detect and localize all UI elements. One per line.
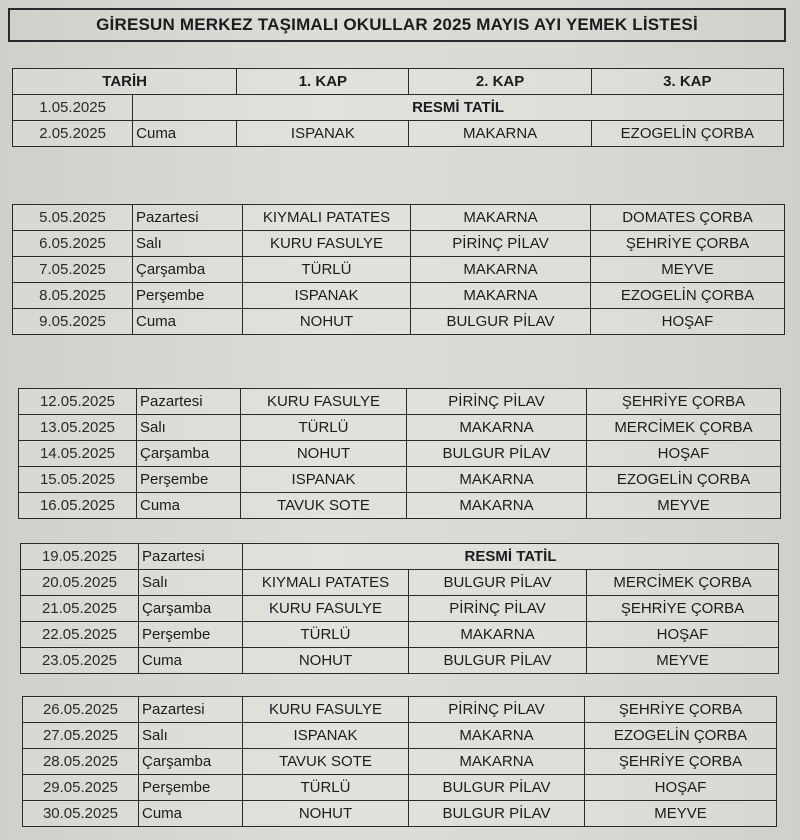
- table-row: [23, 775, 777, 801]
- table-row: [19, 493, 781, 519]
- kap2-cell: MAKARNA: [407, 467, 587, 493]
- kap1-cell: ISPANAK: [241, 467, 407, 493]
- table-row: [19, 441, 781, 467]
- kap1-cell: KURU FASULYE: [243, 596, 409, 622]
- kap3-cell: ŞEHRİYE ÇORBA: [585, 697, 777, 723]
- table-row: [13, 95, 784, 121]
- kap1-cell: KURU FASULYE: [243, 231, 411, 257]
- date-cell: 23.05.2025: [21, 648, 139, 674]
- date-cell: 28.05.2025: [23, 749, 139, 775]
- date-cell: 2.05.2025: [13, 121, 133, 147]
- date-cell: 15.05.2025: [19, 467, 137, 493]
- date-cell: 27.05.2025: [23, 723, 139, 749]
- kap1-cell: NOHUT: [243, 648, 409, 674]
- kap3-cell: ŞEHRİYE ÇORBA: [585, 749, 777, 775]
- table-row: [19, 415, 781, 441]
- kap3-cell: EZOGELİN ÇORBA: [587, 467, 781, 493]
- kap3-cell: DOMATES ÇORBA: [591, 205, 785, 231]
- kap2-cell: BULGUR PİLAV: [409, 570, 587, 596]
- kap1-cell: ISPANAK: [243, 283, 411, 309]
- table-row: [21, 570, 779, 596]
- day-cell: Perşembe: [137, 467, 241, 493]
- day-cell: Salı: [139, 570, 243, 596]
- date-cell: 12.05.2025: [19, 389, 137, 415]
- day-cell: Çarşamba: [133, 257, 243, 283]
- day-cell: Salı: [133, 231, 243, 257]
- kap3-cell: MERCİMEK ÇORBA: [587, 570, 779, 596]
- page-title: GİRESUN MERKEZ TAŞIMALI OKULLAR 2025 MAYIS AYI YEMEK LİSTESİ: [8, 8, 786, 42]
- day-cell: Cuma: [139, 801, 243, 827]
- table-row: [13, 309, 785, 335]
- date-cell: 19.05.2025: [21, 544, 139, 570]
- date-cell: 8.05.2025: [13, 283, 133, 309]
- header-tarih: TARİH: [13, 69, 237, 95]
- day-cell: Perşembe: [139, 622, 243, 648]
- kap3-cell: EZOGELİN ÇORBA: [591, 121, 783, 147]
- kap1-cell: NOHUT: [241, 441, 407, 467]
- kap3-cell: MEYVE: [585, 801, 777, 827]
- kap2-cell: MAKARNA: [411, 205, 591, 231]
- date-cell: 14.05.2025: [19, 441, 137, 467]
- kap2-cell: MAKARNA: [407, 493, 587, 519]
- day-cell: Pazartesi: [137, 389, 241, 415]
- date-cell: 21.05.2025: [21, 596, 139, 622]
- date-cell: 22.05.2025: [21, 622, 139, 648]
- date-cell: 30.05.2025: [23, 801, 139, 827]
- kap1-cell: ISPANAK: [243, 723, 409, 749]
- kap3-cell: ŞEHRİYE ÇORBA: [587, 596, 779, 622]
- kap1-cell: KIYMALI PATATES: [243, 570, 409, 596]
- kap2-cell: BULGUR PİLAV: [409, 648, 587, 674]
- table-row: [21, 544, 779, 570]
- kap2-cell: MAKARNA: [409, 622, 587, 648]
- kap1-cell: KIYMALI PATATES: [243, 205, 411, 231]
- kap3-cell: HOŞAF: [587, 441, 781, 467]
- kap1-cell: NOHUT: [243, 309, 411, 335]
- day-cell: Cuma: [137, 493, 241, 519]
- kap1-cell: KURU FASULYE: [243, 697, 409, 723]
- kap1-cell: KURU FASULYE: [241, 389, 407, 415]
- day-cell: Pazartesi: [139, 544, 243, 570]
- date-cell: 26.05.2025: [23, 697, 139, 723]
- kap3-cell: HOŞAF: [587, 622, 779, 648]
- table-row: [19, 389, 781, 415]
- table-row: [13, 121, 784, 147]
- kap2-cell: PİRİNÇ PİLAV: [409, 596, 587, 622]
- kap1-cell: TÜRLÜ: [243, 622, 409, 648]
- table-row: [23, 749, 777, 775]
- kap3-cell: EZOGELİN ÇORBA: [591, 283, 785, 309]
- kap1-cell: TÜRLÜ: [243, 257, 411, 283]
- date-cell: 1.05.2025: [13, 95, 133, 121]
- table-row: [21, 622, 779, 648]
- date-cell: 9.05.2025: [13, 309, 133, 335]
- day-cell: Pazartesi: [133, 205, 243, 231]
- kap2-cell: BULGUR PİLAV: [409, 801, 585, 827]
- kap2-cell: MAKARNA: [411, 283, 591, 309]
- menu-table-week-1: [12, 68, 784, 147]
- table-row: [19, 467, 781, 493]
- kap2-cell: MAKARNA: [411, 257, 591, 283]
- table-row: [13, 205, 785, 231]
- day-cell: Cuma: [133, 309, 243, 335]
- table-row: [23, 697, 777, 723]
- kap1-cell: TÜRLÜ: [243, 775, 409, 801]
- date-cell: 20.05.2025: [21, 570, 139, 596]
- kap2-cell: PİRİNÇ PİLAV: [411, 231, 591, 257]
- kap2-cell: BULGUR PİLAV: [407, 441, 587, 467]
- date-cell: 16.05.2025: [19, 493, 137, 519]
- kap2-cell: MAKARNA: [409, 749, 585, 775]
- table-row: [21, 596, 779, 622]
- kap3-cell: HOŞAF: [585, 775, 777, 801]
- day-cell: Çarşamba: [139, 596, 243, 622]
- header-kap3: 3. KAP: [591, 69, 783, 95]
- kap2-cell: PİRİNÇ PİLAV: [409, 697, 585, 723]
- kap3-cell: ŞEHRİYE ÇORBA: [591, 231, 785, 257]
- kap2-cell: BULGUR PİLAV: [409, 775, 585, 801]
- header-kap1: 1. KAP: [237, 69, 409, 95]
- menu-table-week-3: [18, 388, 781, 519]
- header-kap2: 2. KAP: [409, 69, 591, 95]
- header-row: [13, 69, 784, 95]
- kap1-cell: TAVUK SOTE: [243, 749, 409, 775]
- kap3-cell: EZOGELİN ÇORBA: [585, 723, 777, 749]
- kap2-cell: MAKARNA: [407, 415, 587, 441]
- kap3-cell: MEYVE: [587, 493, 781, 519]
- day-cell: Pazartesi: [139, 697, 243, 723]
- kap3-cell: MEYVE: [587, 648, 779, 674]
- kap3-cell: MERCİMEK ÇORBA: [587, 415, 781, 441]
- kap2-cell: MAKARNA: [409, 723, 585, 749]
- date-cell: 13.05.2025: [19, 415, 137, 441]
- day-cell: Çarşamba: [137, 441, 241, 467]
- day-cell: Perşembe: [133, 283, 243, 309]
- kap1-cell: TÜRLÜ: [241, 415, 407, 441]
- day-cell: Salı: [137, 415, 241, 441]
- day-cell: Perşembe: [139, 775, 243, 801]
- menu-table-week-5: [22, 696, 777, 827]
- day-cell: Çarşamba: [139, 749, 243, 775]
- kap3-cell: MEYVE: [591, 257, 785, 283]
- kap3-cell: HOŞAF: [591, 309, 785, 335]
- menu-table-week-4: [20, 543, 779, 674]
- table-row: [13, 257, 785, 283]
- date-cell: 7.05.2025: [13, 257, 133, 283]
- kap1-cell: TAVUK SOTE: [241, 493, 407, 519]
- date-cell: 5.05.2025: [13, 205, 133, 231]
- table-row: [13, 231, 785, 257]
- kap1-cell: ISPANAK: [237, 121, 409, 147]
- day-cell: Cuma: [133, 121, 237, 147]
- table-row: [23, 801, 777, 827]
- date-cell: 6.05.2025: [13, 231, 133, 257]
- holiday-cell: RESMİ TATİL: [243, 544, 779, 570]
- date-cell: 29.05.2025: [23, 775, 139, 801]
- menu-table-week-2: [12, 204, 785, 335]
- holiday-cell: RESMİ TATİL: [133, 95, 784, 121]
- kap2-cell: MAKARNA: [409, 121, 591, 147]
- day-cell: Cuma: [139, 648, 243, 674]
- kap1-cell: NOHUT: [243, 801, 409, 827]
- kap2-cell: BULGUR PİLAV: [411, 309, 591, 335]
- table-row: [13, 283, 785, 309]
- table-row: [21, 648, 779, 674]
- kap2-cell: PİRİNÇ PİLAV: [407, 389, 587, 415]
- day-cell: Salı: [139, 723, 243, 749]
- table-row: [23, 723, 777, 749]
- kap3-cell: ŞEHRİYE ÇORBA: [587, 389, 781, 415]
